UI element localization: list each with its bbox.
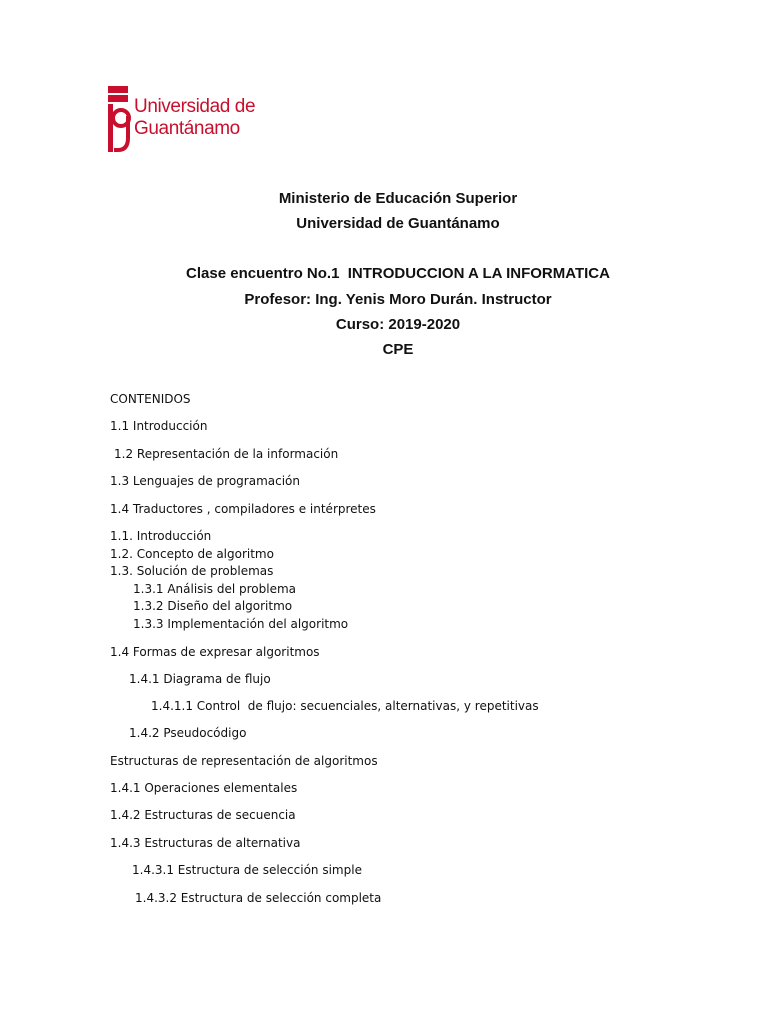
contents-item: Estructuras de representación de algoritmos	[110, 754, 378, 768]
contents-item: 1.4.1 Operaciones elementales	[110, 781, 298, 795]
university-logo	[106, 86, 256, 154]
contents-item: 1.3.1 Análisis del problema	[133, 582, 296, 596]
contents-item: 1.4.3.2 Estructura de selección completa	[135, 891, 382, 905]
contents-item: 1.3. Solución de problemas	[110, 564, 274, 578]
logo-wordmark	[134, 96, 255, 140]
contents-item: 1.4.2 Pseudocódigo	[129, 726, 247, 740]
class-title: Clase encuentro No.1 INTRODUCCION A LA INFORMATICA	[186, 265, 610, 282]
contents-item: 1.1. Introducción	[110, 529, 212, 543]
contents-item: 1.4 Formas de expresar algoritmos	[110, 645, 320, 659]
contents-item: 1.4.3 Estructuras de alternativa	[110, 836, 301, 850]
logo-line-2: Guantánamo	[134, 118, 240, 139]
contents-heading: CONTENIDOS	[110, 392, 191, 406]
contents-item: 1.3.2 Diseño del algoritmo	[133, 599, 293, 613]
university-emblem-icon	[106, 86, 132, 154]
contents-item: 1.4.1.1 Control de flujo: secuenciales, alternativas, y repetitivas	[151, 699, 539, 713]
contents-item: 1.3.3 Implementación del algoritmo	[133, 617, 349, 631]
contents-item: 1.4.2 Estructuras de secuencia	[110, 808, 296, 822]
contents-item: 1.1 Introducción	[110, 419, 208, 433]
university-heading: Universidad de Guantánamo	[296, 215, 500, 232]
course-line: Curso: 2019-2020	[335, 316, 461, 333]
program-line: CPE	[382, 341, 414, 358]
ministry-heading: Ministerio de Educación Superior	[278, 190, 518, 207]
logo-line-1: Universidad de	[134, 96, 256, 117]
contents-item: 1.3 Lenguajes de programación	[110, 474, 300, 488]
contents-item: 1.4 Traductores , compiladores e intérpretes	[110, 502, 376, 516]
contents-item: 1.4.1 Diagrama de flujo	[129, 672, 271, 686]
contents-item: 1.2. Concepto de algoritmo	[110, 547, 274, 561]
professor-line: Profesor: Ing. Yenis Moro Durán. Instructor	[244, 291, 552, 308]
contents-item: 1.4.3.1 Estructura de selección simple	[132, 863, 362, 877]
contents-item: 1.2 Representación de la información	[114, 447, 339, 461]
